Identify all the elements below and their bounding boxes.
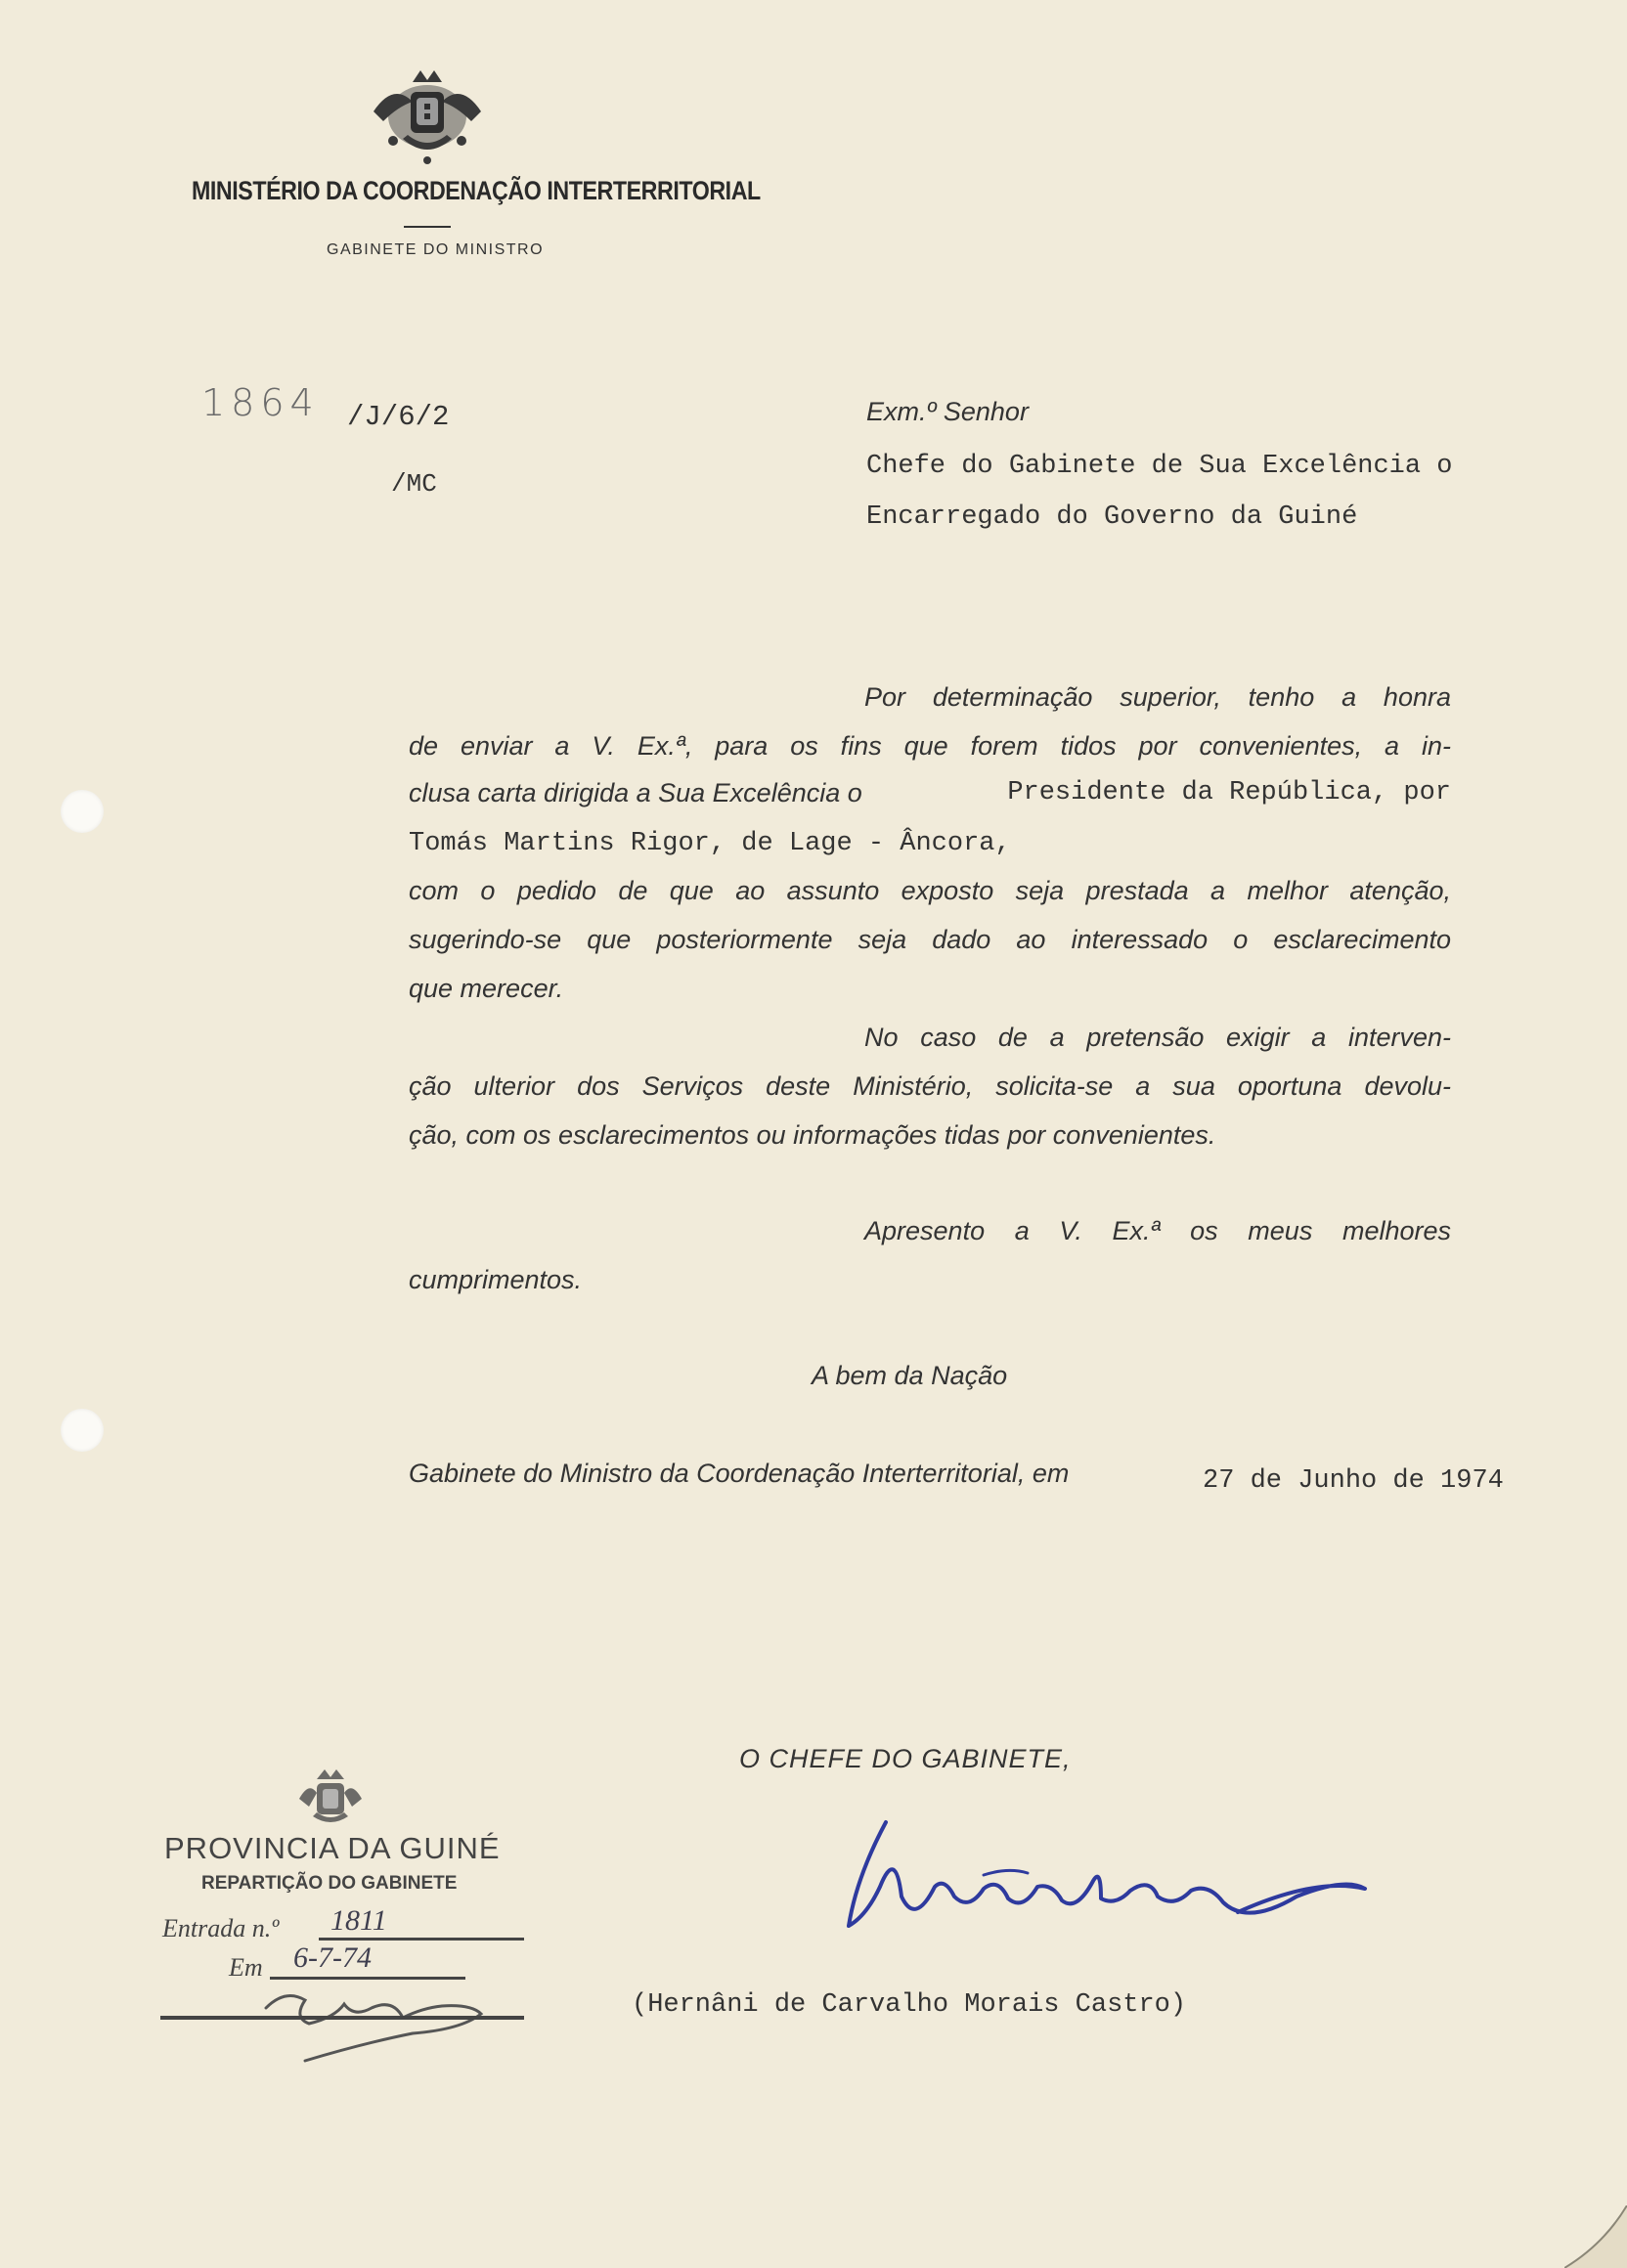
stamp-province: PROVINCIA DA GUINÉ [164,1831,501,1865]
punch-hole-top [61,790,104,833]
body-line-mixed [409,778,1451,808]
body-line: sugerindo-se que posteriormente seja dado ao interessado o esclarecimento [409,925,1451,954]
body-line: Por determinação superior, tenho a honra [864,682,1451,712]
stamp-bottom-rule [160,2016,524,2020]
body-line: ção ulterior dos Serviços deste Ministério, solicita-se a sua oportuna devolu- [409,1071,1451,1101]
body-line: No caso de a pretensão exigir a interven- [864,1023,1451,1052]
stamp-date-value: 6-7-74 [293,1941,372,1974]
reference-code: /J/6/2 [347,401,450,433]
folded-corner [1564,2205,1627,2268]
handwritten-signature [837,1818,1385,1945]
stamp-date-label: Em [229,1953,263,1982]
coat-of-arms-icon [364,63,491,170]
ministry-name: MINISTÉRIO DA COORDENAÇÃO INTERTERRITORIAL [192,176,761,205]
body-line: Tomás Martins Rigor, de Lage - Âncora, [409,829,1011,858]
body-line: ção, com os esclarecimentos ou informações tidas por convenientes. [409,1120,1216,1150]
punch-hole-bottom [61,1409,104,1452]
stamp-entry-number: 1811 [330,1904,387,1937]
stamp-entry-rule [319,1938,524,1941]
reference-initials: /MC [391,469,437,499]
letterhead-divider [404,226,451,228]
stamp-initials-signature [246,1979,501,2067]
body-line: com o pedido de que ao assunto exposto seja prestada a melhor atenção, [409,876,1451,905]
reference-number: 1864 [201,381,320,424]
signatory-title: O CHEFE DO GABINETE, [739,1744,1072,1773]
cabinet-name: GABINETE DO MINISTRO [327,241,545,258]
body-line: de enviar a V. Ex.ª, para os fins que forem tidos por convenientes, a in- [409,731,1451,761]
letter-date: 27 de Junho de 1974 [1203,1466,1504,1496]
addressee-line-1: Chefe do Gabinete de Sua Excelência o [866,452,1453,481]
stamp-crest-icon [295,1767,366,1828]
body-line: que merecer. [409,974,564,1003]
body-line: Apresento a V. Ex.ª os meus melhores [864,1216,1451,1245]
body-line-part: Presidente da República, por [1007,778,1451,807]
stamp-entry-label: Entrada n.º [162,1914,280,1942]
place-line: Gabinete do Ministro da Coordenação Interterritorial, em [409,1459,1070,1488]
body-line-part: clusa carta dirigida a Sua Excelência o [409,778,862,807]
motto: A bem da Nação [812,1361,1008,1390]
stamp-office: REPARTIÇÃO DO GABINETE [201,1873,458,1894]
salutation: Exm.º Senhor [866,397,1029,426]
body-line: cumprimentos. [409,1265,583,1294]
addressee-line-2: Encarregado do Governo da Guiné [866,502,1358,532]
signatory-name: (Hernâni de Carvalho Morais Castro) [632,1990,1187,2020]
